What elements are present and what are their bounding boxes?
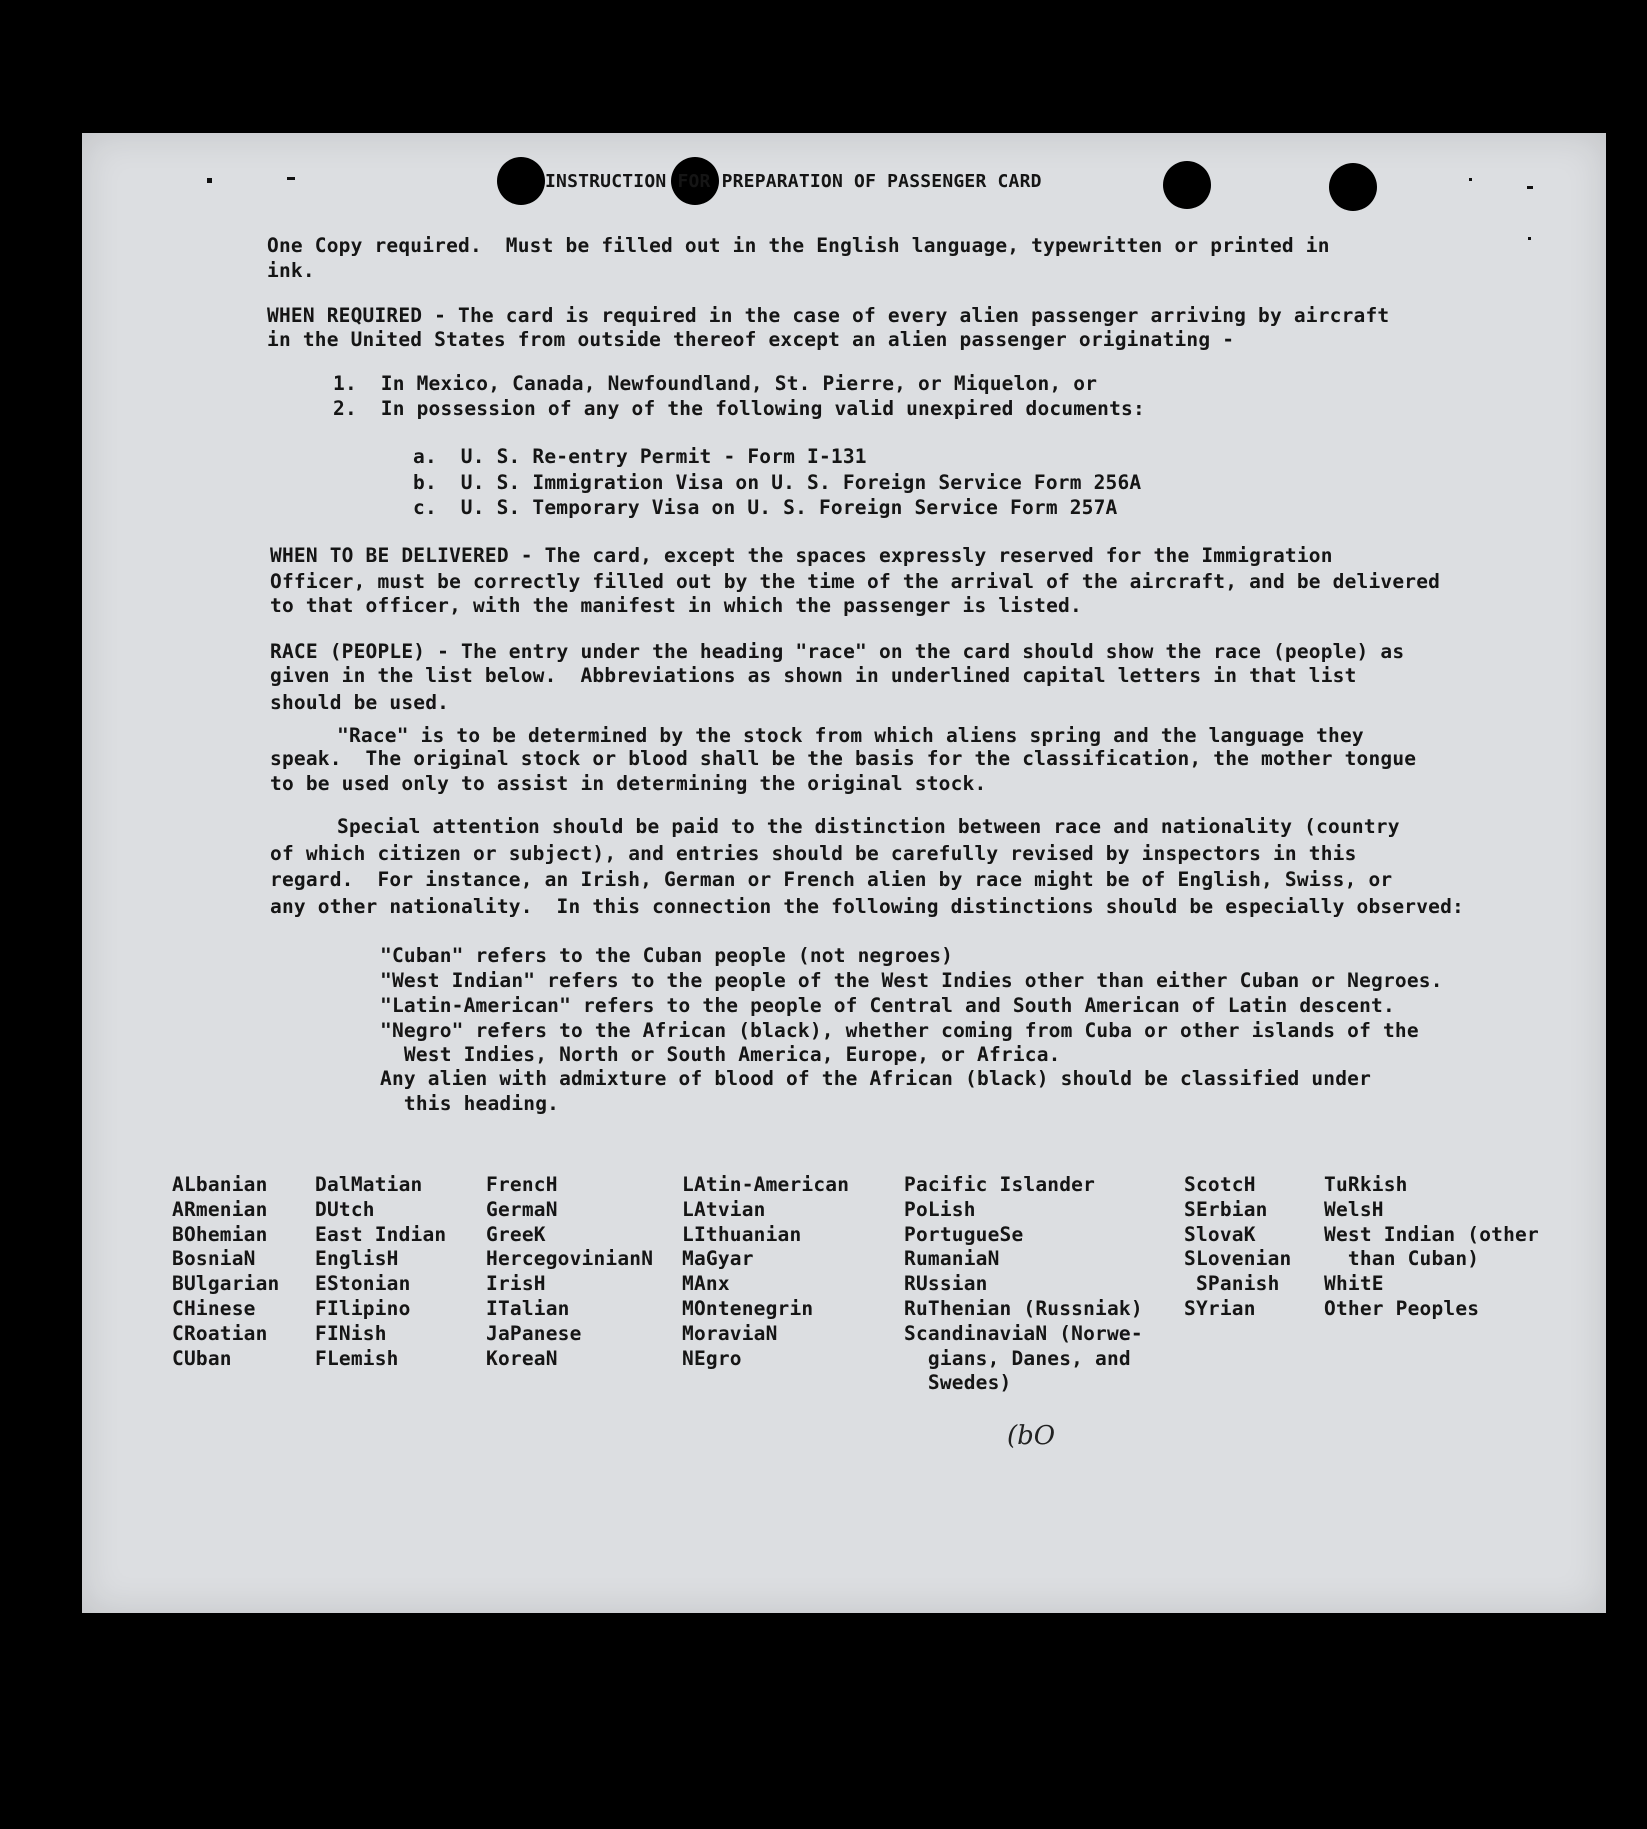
document-page <box>82 133 1606 1613</box>
speck <box>1527 186 1533 189</box>
when-required-line: in the United States from outside thereof except an alien passenger originating - <box>267 328 1235 351</box>
race-entry: ALbanian <box>172 1173 268 1196</box>
race-entry: MaGyar <box>682 1247 754 1271</box>
race-entry: MOntenegrin <box>682 1296 814 1320</box>
race-line: given in the list below. Abbreviations as shown in underlined capital letters in that list <box>270 664 1357 687</box>
document-item: b. U. S. Immigration Visa on U. S. Foreign Service Form 256A <box>413 471 1142 494</box>
race-entry: HercegovinianN <box>486 1247 654 1271</box>
race-entry: IrisH <box>486 1272 546 1296</box>
race-line: should be used. <box>270 691 450 714</box>
handwritten-mark: (bO <box>1007 1421 1056 1451</box>
condition-item: 2. In possession of any of the following valid unexpired documents: <box>333 397 1145 420</box>
race-line: RACE (PEOPLE) - The entry under the heading "race" on the card should show the race (people) as <box>270 640 1405 663</box>
when-delivered-line: to that officer, with the manifest in which the passenger is listed. <box>270 594 1082 617</box>
race-entry: BOhemian <box>172 1222 268 1246</box>
race-entry: RuThenian (Russniak) <box>904 1296 1143 1320</box>
special-attention-line: regard. For instance, an Irish, German or French alien by race might be of English, Swiss, or <box>270 868 1393 891</box>
race-entry: TuRkish <box>1324 1173 1408 1196</box>
race-entry: CHinese <box>172 1296 256 1320</box>
race-column <box>904 1175 1143 1398</box>
race-entry: ARmenian <box>172 1197 268 1221</box>
race-entry: LAtin-American <box>682 1173 850 1196</box>
race-entry: Pacific Islander <box>904 1173 1096 1196</box>
race-entry: PoLish <box>904 1197 976 1221</box>
race-definition-line: "Race" is to be determined by the stock from which aliens spring and the language they <box>337 724 1364 747</box>
distinction-line: Any alien with admixture of blood of the African (black) should be classified under <box>380 1067 1372 1090</box>
race-column <box>682 1175 849 1373</box>
race-entry: ScandinaviaN (Norwe- <box>904 1321 1143 1345</box>
distinction-line: this heading. <box>380 1092 560 1115</box>
race-entry: SYrian <box>1184 1296 1256 1320</box>
race-entry: KoreaN <box>486 1346 558 1370</box>
race-entry: MAnx <box>682 1272 730 1296</box>
race-entry: West Indian (other <box>1324 1222 1539 1246</box>
speck <box>287 177 295 180</box>
distinction-line: "Cuban" refers to the Cuban people (not negroes) <box>380 944 954 967</box>
race-entry: GermaN <box>486 1197 558 1221</box>
when-required-line: WHEN REQUIRED - The card is required in the case of every alien passenger arriving by aircraft <box>267 304 1390 327</box>
distinction-line: West Indies, North or South America, Europe, or Africa. <box>380 1043 1061 1066</box>
when-delivered-line: WHEN TO BE DELIVERED - The card, except the spaces expressly reserved for the Immigration <box>270 544 1333 567</box>
speck <box>1469 178 1472 181</box>
race-entry: than Cuban) <box>1324 1247 1480 1271</box>
race-entry: DUtch <box>315 1197 375 1221</box>
race-entry: ScotcH <box>1184 1173 1256 1196</box>
race-entry: NEgro <box>682 1346 742 1370</box>
race-column <box>1184 1175 1291 1324</box>
intro-line: ink. <box>267 259 315 282</box>
race-entry: SErbian <box>1184 1197 1268 1221</box>
race-entry: WhitE <box>1324 1272 1384 1296</box>
race-entry: DalMatian <box>315 1173 423 1196</box>
race-column <box>315 1175 446 1373</box>
race-entry: SLovenian <box>1184 1247 1292 1271</box>
race-definition-line: speak. The original stock or blood shall be the basis for the classification, the mother tongue <box>270 747 1417 770</box>
when-delivered-line: Officer, must be correctly filled out by the time of the arrival of the aircraft, and be delivered <box>270 570 1441 593</box>
race-entry: ITalian <box>486 1296 570 1320</box>
race-column <box>1324 1175 1539 1324</box>
speck <box>1528 237 1531 240</box>
race-entry: FIlipino <box>315 1296 411 1320</box>
race-entry: gians, Danes, and <box>904 1346 1131 1370</box>
distinction-line: "Latin-American" refers to the people of Central and South American of Latin descent. <box>380 994 1395 1017</box>
race-entry: BosniaN <box>172 1247 256 1271</box>
race-entry: East Indian <box>315 1222 447 1246</box>
condition-item: 1. In Mexico, Canada, Newfoundland, St. Pierre, or Miquelon, or <box>333 372 1098 395</box>
speck <box>207 178 212 183</box>
race-entry: FINish <box>315 1321 387 1345</box>
race-entry: JaPanese <box>486 1321 582 1345</box>
race-entry: WelsH <box>1324 1197 1384 1221</box>
race-entry: SPanish <box>1184 1272 1280 1296</box>
special-attention-line: any other nationality. In this connection the following distinctions should be especially observed: <box>270 895 1464 918</box>
race-entry: CUban <box>172 1346 232 1370</box>
race-entry: LIthuanian <box>682 1222 802 1246</box>
race-entry: RUssian <box>904 1272 988 1296</box>
race-entry: CRoatian <box>172 1321 268 1345</box>
race-entry: FrencH <box>486 1173 558 1196</box>
race-entry: LAtvian <box>682 1197 766 1221</box>
race-entry: Swedes) <box>904 1371 1012 1395</box>
special-attention-line: Special attention should be paid to the distinction between race and nationality (country <box>337 815 1400 838</box>
distinction-line: "West Indian" refers to the people of the West Indies other than either Cuban or Negroes. <box>380 969 1443 992</box>
race-entry: PortugueSe <box>904 1222 1024 1246</box>
punch-hole <box>497 157 545 205</box>
race-entry: GreeK <box>486 1222 546 1246</box>
race-definition-line: to be used only to assist in determining the original stock. <box>270 772 987 795</box>
race-entry: EnglisH <box>315 1247 399 1271</box>
race-entry: MoraviaN <box>682 1321 778 1345</box>
document-item: c. U. S. Temporary Visa on U. S. Foreign Service Form 257A <box>413 496 1118 519</box>
special-attention-line: of which citizen or subject), and entries should be carefully revised by inspectors in this <box>270 842 1357 865</box>
race-entry: SlovaK <box>1184 1222 1256 1246</box>
document-item: a. U. S. Re-entry Permit - Form I-131 <box>413 445 867 468</box>
punch-hole <box>1163 161 1211 209</box>
distinction-line: "Negro" refers to the African (black), whether coming from Cuba or other islands of the <box>380 1019 1419 1042</box>
race-entry: BUlgarian <box>172 1272 280 1296</box>
race-entry: FLemish <box>315 1346 399 1370</box>
race-entry: EStonian <box>315 1272 411 1296</box>
race-entry: Other Peoples <box>1324 1296 1480 1320</box>
race-column <box>486 1175 653 1373</box>
page-title: INSTRUCTION FOR PREPARATION OF PASSENGER CARD <box>545 171 1042 192</box>
race-column <box>172 1175 279 1373</box>
punch-hole <box>1329 163 1377 211</box>
intro-line: One Copy required. Must be filled out in the English language, typewritten or printed in <box>267 234 1330 257</box>
race-entry: RumaniaN <box>904 1247 1000 1271</box>
